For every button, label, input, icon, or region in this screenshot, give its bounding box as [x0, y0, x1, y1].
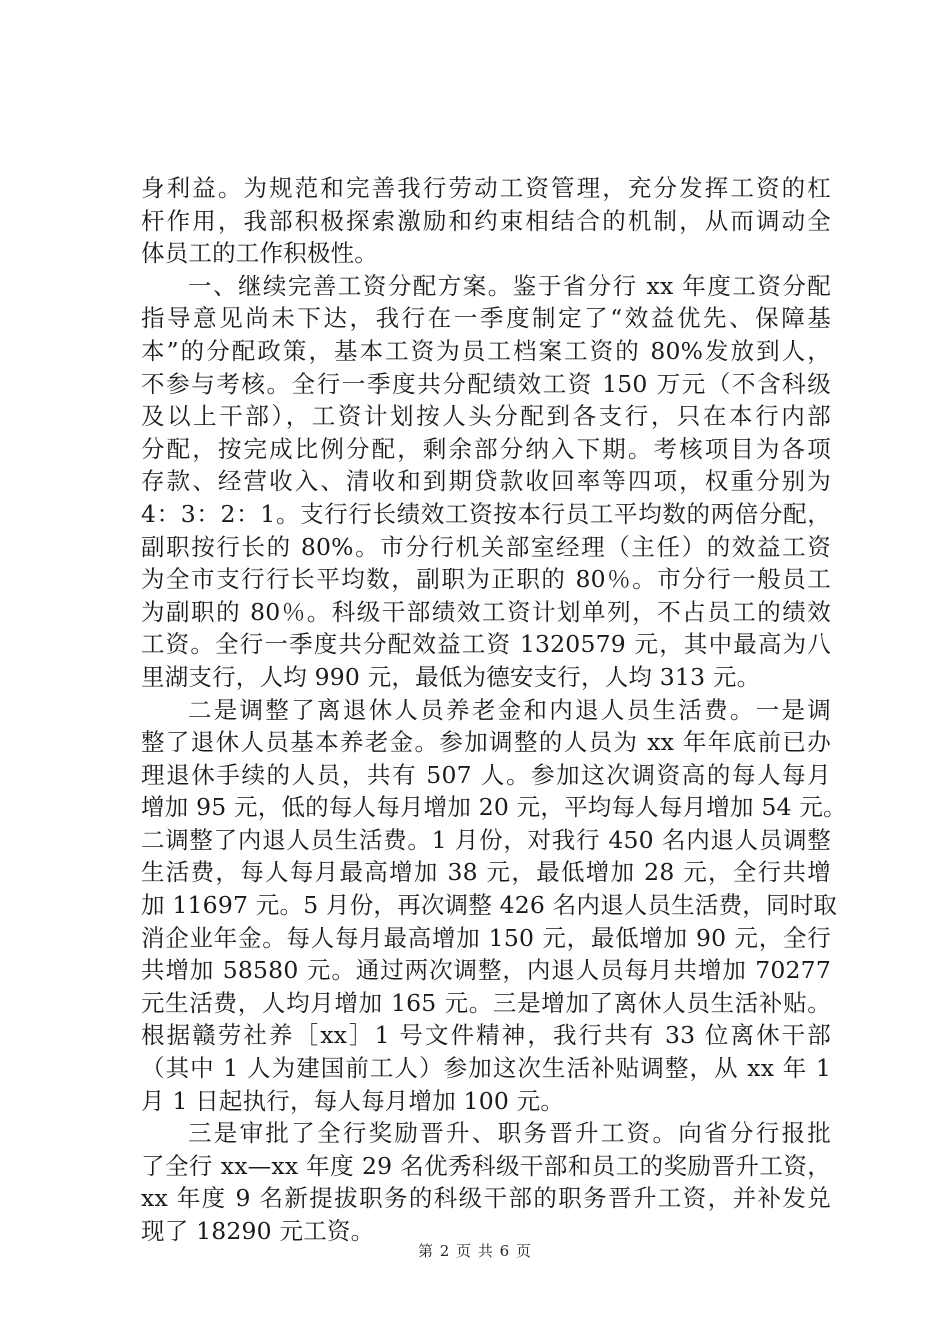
text-line: 生活费，每人每月最高增加 38 元，最低增加 28 元，全行共增: [141, 858, 831, 887]
text-line: 工资。全行一季度共分配效益工资 1320579 元，其中最高为八: [141, 630, 831, 659]
text-line: 副职按行长的 80%。市分行机关部室经理（主任）的效益工资: [141, 532, 831, 561]
document-body: [141, 172, 847, 1248]
text-line: 了全行 xx—xx 年度 29 名优秀科级干部和员工的奖励晋升工资，: [141, 1151, 831, 1180]
text-line: 分配，按完成比例分配，剩余部分纳入下期。考核项目为各项: [141, 434, 831, 463]
text-line: 身利益。为规范和完善我行劳动工资管理，充分发挥工资的杠: [141, 174, 831, 202]
text-line: 本”的分配政策，基本工资为员工档案工资的 80%发放到人，: [141, 336, 831, 365]
text-line: xx 年度 9 名新提拔职务的科级干部的职务晋升工资，并补发兑: [141, 1184, 831, 1213]
text-line: 二调整了内退人员生活费。1 月份，对我行 450 名内退人员调整: [141, 825, 831, 854]
text-line: 为全市支行行长平均数，副职为正职的 80％。市分行一般员工: [141, 565, 831, 594]
text-line: 不参与考核。全行一季度共分配绩效工资 150 万元（不含科级: [141, 369, 831, 398]
text-line: 共增加 58580 元。通过两次调整，内退人员每月共增加 70277: [141, 956, 831, 985]
text-line: 三是审批了全行奖励晋升、职务晋升工资。向省分行报批: [188, 1119, 831, 1148]
text-line: （其中 1 人为建国前工人）参加这次生活补贴调整，从 xx 年 1: [141, 1054, 831, 1083]
paragraph: [141, 172, 831, 270]
paragraph: [141, 694, 847, 1118]
text-line: 为副职的 80％。科级干部绩效工资计划单列，不占员工的绩效: [141, 597, 831, 626]
text-line: 现了 18290 元工资。: [141, 1217, 375, 1245]
text-line: 存款、经营收入、清收和到期贷款收回率等四项，权重分别为: [141, 467, 831, 496]
paragraph: [141, 1117, 831, 1247]
text-line: 及以上干部），工资计划按人头分配到各支行，只在本行内部: [141, 402, 831, 431]
page-footer: 第 2 页 共 6 页: [418, 1242, 532, 1260]
text-line: 体员工的工作积极性。: [141, 239, 378, 268]
text-line: 增加 95 元，低的每人每月增加 20 元，平均每人每月增加 54 元。: [141, 793, 847, 822]
text-line: 指导意见尚未下达，我行在一季度制定了“效益优先、保障基: [141, 304, 831, 333]
text-line: 消企业年金。每人每月最高增加 150 元，最低增加 90 元，全行: [141, 923, 831, 952]
text-line: 加 11697 元。5 月份，再次调整 426 名内退人员生活费，同时取: [141, 891, 838, 920]
text-line: 月 1 日起执行，每人每月增加 100 元。: [141, 1086, 565, 1115]
text-line: 里湖支行，人均 990 元，最低为德安支行，人均 313 元。: [141, 662, 761, 691]
text-line: 二是调整了离退休人员养老金和内退人员生活费。一是调: [188, 695, 831, 724]
text-line: 一、继续完善工资分配方案。鉴于省分行 xx 年度工资分配: [188, 271, 831, 300]
text-line: 理退休手续的人员，共有 507 人。参加这次调资高的每人每月: [141, 760, 831, 789]
text-line: 根据赣劳社养［xx］1 号文件精神，我行共有 33 位离休干部: [141, 1021, 831, 1050]
text-line: 整了退休人员基本养老金。参加调整的人员为 xx 年年底前已办: [141, 728, 831, 757]
paragraph: [141, 270, 831, 694]
text-line: 4：3：2：1。支行行长绩效工资按本行员工平均数的两倍分配，: [141, 499, 831, 528]
text-line: 杆作用，我部积极探索激励和约束相结合的机制，从而调动全: [141, 206, 831, 235]
text-line: 元生活费，人均月增加 165 元。三是增加了离休人员生活补贴。: [141, 988, 831, 1017]
